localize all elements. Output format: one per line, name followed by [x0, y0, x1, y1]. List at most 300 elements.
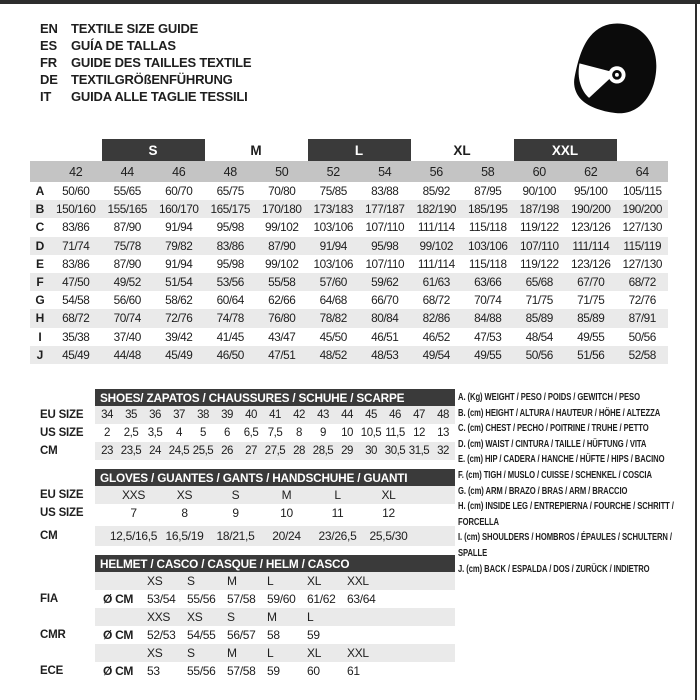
gloves-size-value: XS — [176, 488, 193, 502]
size-row-f — [30, 273, 668, 291]
numeric-size: 58 — [481, 164, 495, 179]
helmet-size-row-fia — [95, 572, 455, 590]
gloves-size-value: 12 — [382, 506, 395, 520]
helmet-size-value: 52/53 — [147, 628, 176, 642]
gloves-cm-label: CM — [40, 530, 58, 542]
helmet-size-value: 55/56 — [187, 592, 216, 606]
gloves-size-value: S — [231, 488, 240, 502]
size-value: 85/92 — [422, 184, 450, 199]
shoes-size-value: 2 — [104, 427, 110, 439]
helmet-size-label: L — [307, 610, 314, 624]
size-value: 90/100 — [522, 184, 556, 199]
size-value: 45/49 — [62, 347, 90, 362]
top-border — [0, 0, 700, 4]
gloves-row-eu — [95, 486, 455, 504]
shoes-size-value: 10,5 — [360, 427, 382, 439]
size-value: 95/98 — [371, 238, 399, 253]
gloves-size-value: XXS — [121, 488, 146, 502]
legend-item: C. (cm) CHEST / PECHO / POITRINE / TRUHE / PETTO — [458, 423, 649, 435]
shoes-size-value: 32 — [437, 445, 449, 457]
shoes-size-value: 28,5 — [312, 445, 334, 457]
shoes-size-value: 35 — [125, 409, 137, 421]
size-value: 105/115 — [622, 184, 662, 199]
language-title: GUIDE DES TAILLES TEXTILE — [71, 55, 252, 70]
gloves-size-value: 11 — [331, 506, 344, 520]
shoes-size-value: 6 — [224, 427, 230, 439]
size-value: 71/75 — [577, 293, 605, 308]
size-value: 103/106 — [468, 238, 508, 253]
size-value: 49/54 — [422, 347, 450, 362]
gloves-title-bar: GLOVES / GUANTES / GANTS / HANDSCHUHE / GUANTI — [95, 469, 455, 486]
shoes-eu-size-label: EU SIZE — [40, 409, 84, 421]
shoes-size-value: 27 — [245, 445, 257, 457]
size-value: 48/53 — [371, 347, 399, 362]
numeric-size: 50 — [275, 164, 289, 179]
size-value: 83/86 — [62, 220, 90, 235]
numeric-size: 64 — [635, 164, 649, 179]
right-border — [695, 4, 697, 700]
size-value: 83/86 — [216, 238, 244, 253]
shoes-size-value: 26 — [221, 445, 233, 457]
shoes-size-value: 6,5 — [243, 427, 259, 439]
language-row — [40, 71, 251, 88]
helmet-size-label: S — [187, 574, 195, 588]
size-value: 71/74 — [62, 238, 90, 253]
cmr-standard-label: CMR — [40, 629, 66, 641]
language-code: ES — [40, 38, 57, 53]
size-value: 85/89 — [577, 311, 605, 326]
size-value: 95/100 — [574, 184, 608, 199]
size-value: 52/58 — [628, 347, 656, 362]
size-value: 107/110 — [519, 238, 559, 253]
shoes-size-value: 36 — [149, 409, 161, 421]
shoes-size-value: 7,5 — [267, 427, 283, 439]
numeric-size: 44 — [120, 164, 134, 179]
gloves-us-size-label: US SIZE — [40, 507, 84, 519]
shoes-size-value: 31,5 — [408, 445, 430, 457]
shoes-cm-label: CM — [40, 445, 58, 457]
measurement-row-label: J — [36, 347, 44, 362]
shoes-size-value: 28 — [293, 445, 305, 457]
legend-item: B. (cm) HEIGHT / ALTURA / HAUTEUR / HÖHE / ALTEZZA — [458, 407, 661, 419]
size-row-i — [30, 328, 668, 346]
language-row — [40, 54, 251, 71]
size-group-m: M — [250, 142, 262, 158]
numeric-size: 54 — [378, 164, 392, 179]
size-row-b — [30, 200, 668, 218]
helmet-size-value: 59 — [307, 628, 320, 642]
size-value: 43/47 — [268, 329, 296, 344]
language-list — [40, 20, 251, 105]
shoes-size-value: 44 — [341, 409, 353, 421]
helmet-size-row-cmr — [95, 608, 455, 626]
helmet-size-value: 61 — [347, 664, 360, 678]
size-value: 99/102 — [265, 220, 299, 235]
size-value: 78/82 — [319, 311, 347, 326]
shoes-row-eu — [95, 406, 455, 424]
size-value: 49/55 — [577, 329, 605, 344]
measurement-legend — [458, 390, 692, 577]
shoes-size-value: 29 — [341, 445, 353, 457]
helmet-size-value: 57/58 — [227, 664, 256, 678]
size-value: 54/58 — [62, 293, 90, 308]
size-value: 103/106 — [313, 256, 353, 271]
helmet-size-label: S — [227, 610, 235, 624]
size-value: 53/56 — [216, 275, 244, 290]
language-title: TEXTILE SIZE GUIDE — [71, 21, 199, 36]
size-value: 45/49 — [165, 347, 193, 362]
helmet-size-value: 55/56 — [187, 664, 216, 678]
shoes-size-value: 24 — [149, 445, 161, 457]
helmet-size-label: XL — [307, 574, 322, 588]
helmet-value-row-cmr — [95, 626, 455, 644]
shoes-size-value: 27,5 — [264, 445, 286, 457]
size-value: 75/78 — [113, 238, 141, 253]
size-row-a — [30, 182, 668, 200]
size-value: 65/68 — [525, 275, 553, 290]
size-value: 91/94 — [319, 238, 347, 253]
size-value: 62/66 — [268, 293, 296, 308]
gloves-size-value: XL — [381, 488, 396, 502]
shoes-table — [95, 389, 455, 460]
shoes-rows — [95, 406, 455, 460]
size-value: 155/165 — [107, 202, 147, 217]
size-value: 49/52 — [113, 275, 141, 290]
size-value: 58/62 — [165, 293, 193, 308]
legend-item: G. (cm) ARM / BRAZO / BRAS / ARM / BRACCIO — [458, 485, 628, 497]
size-value: 123/126 — [571, 256, 611, 271]
size-value: 165/175 — [210, 202, 250, 217]
size-value: 185/195 — [468, 202, 508, 217]
size-value: 44/48 — [113, 347, 141, 362]
size-value: 111/114 — [417, 220, 455, 235]
shoes-size-value: 39 — [221, 409, 233, 421]
gloves-row-cm — [95, 526, 455, 546]
measurement-row-label: D — [35, 238, 45, 253]
gloves-eu-size-label: EU SIZE — [40, 489, 84, 501]
helmet-size-table — [95, 555, 455, 680]
size-value: 170/180 — [262, 202, 302, 217]
shoes-size-value: 47 — [413, 409, 425, 421]
shoes-size-value: 9 — [320, 427, 326, 439]
size-row-g — [30, 291, 668, 309]
shoes-size-value: 23,5 — [120, 445, 142, 457]
shoes-size-value: 10 — [341, 427, 353, 439]
size-value: 71/75 — [525, 293, 553, 308]
gloves-size-value: 25,5/30 — [369, 529, 408, 543]
size-value: 95/98 — [216, 220, 244, 235]
gloves-size-value: L — [334, 488, 341, 502]
legend-item: J. (cm) BACK / ESPALDA / DOS / ZURÜCK / INDIETRO — [458, 563, 650, 575]
size-value: 115/119 — [623, 238, 662, 253]
shoes-size-value: 30 — [365, 445, 377, 457]
shoes-size-value: 37 — [173, 409, 185, 421]
size-value: 82/86 — [422, 311, 450, 326]
gloves-size-value: 23/26,5 — [318, 529, 357, 543]
helmet-value-row-ece — [95, 662, 455, 680]
measurement-row-label: E — [35, 256, 44, 271]
measurement-row-label: F — [36, 275, 44, 290]
shoes-size-value: 34 — [101, 409, 113, 421]
shoes-size-value: 13 — [437, 427, 449, 439]
size-value: 59/62 — [371, 275, 399, 290]
language-row — [40, 20, 251, 37]
helmet-title-bar: HELMET / CASCO / CASQUE / HELM / CASCO — [95, 555, 455, 572]
helmet-size-value: 59/60 — [267, 592, 296, 606]
size-value: 75/85 — [319, 184, 347, 199]
ece-standard-label: ECE — [40, 665, 64, 677]
size-group-xxl: XXL — [514, 139, 617, 161]
size-value: 76/80 — [268, 311, 296, 326]
size-value: 46/52 — [422, 329, 450, 344]
language-code: IT — [40, 89, 52, 104]
size-value: 107/110 — [365, 256, 405, 271]
size-row-h — [30, 309, 668, 327]
gloves-size-value: 7 — [130, 506, 137, 520]
size-value: 46/51 — [371, 329, 399, 344]
size-value: 87/90 — [268, 238, 296, 253]
shoes-size-value: 46 — [389, 409, 401, 421]
size-value: 111/114 — [572, 238, 610, 253]
size-group-row — [30, 139, 668, 161]
numeric-size: 56 — [429, 164, 443, 179]
legend-item: A. (Kg) WEIGHT / PESO / POIDS / GEWITCH / PESO — [458, 392, 640, 403]
helmet-size-value: 56/57 — [227, 628, 256, 642]
helmet-value-row-fia — [95, 590, 455, 608]
gloves-size-value: 9 — [232, 506, 239, 520]
helmet-rows — [95, 572, 455, 680]
size-value: 68/72 — [422, 293, 450, 308]
helmet-size-label: S — [187, 646, 195, 660]
shoes-size-value: 30,5 — [384, 445, 406, 457]
size-table-body — [30, 182, 668, 364]
helmet-size-value: 58 — [267, 628, 280, 642]
size-value: 87/95 — [474, 184, 502, 199]
language-code: EN — [40, 21, 58, 36]
size-value: 190/200 — [571, 202, 611, 217]
language-title: GUIDA ALLE TAGLIE TESSILI — [71, 89, 248, 104]
size-value: 177/187 — [365, 202, 405, 217]
diameter-cm-label: Ø CM — [103, 592, 134, 606]
size-value: 72/76 — [628, 293, 656, 308]
numeric-size: 62 — [584, 164, 598, 179]
shoes-size-value: 2,5 — [123, 427, 139, 439]
helmet-size-value: 53 — [147, 664, 160, 678]
group-spacer-left — [30, 139, 102, 161]
shoes-size-value: 5 — [200, 427, 206, 439]
shoes-row-cm — [95, 442, 455, 460]
language-code: DE — [40, 72, 58, 87]
shoes-size-value: 25,5 — [192, 445, 214, 457]
size-value: 64/68 — [319, 293, 347, 308]
language-title: GUÍA DE TALLAS — [71, 38, 176, 53]
measurement-row-label: I — [38, 329, 42, 344]
helmet-size-label: L — [267, 574, 274, 588]
shoes-size-value: 43 — [317, 409, 329, 421]
legend-item: H. (cm) INSIDE LEG / ENTREPIERNA / FOURCHE / SCHRITT / FORCELLA — [458, 501, 674, 528]
helmet-size-value: 60 — [307, 664, 320, 678]
helmet-size-label: L — [267, 646, 274, 660]
helmet-size-label: XL — [307, 646, 322, 660]
measurement-row-label: G — [35, 293, 45, 308]
size-value: 45/50 — [319, 329, 347, 344]
size-value: 39/42 — [165, 329, 193, 344]
language-title: TEXTILGRÖßENFÜHRUNG — [71, 72, 233, 87]
helmet-size-label: M — [267, 610, 277, 624]
size-row-e — [30, 255, 668, 273]
size-value: 48/52 — [319, 347, 347, 362]
fia-standard-label: FIA — [40, 593, 58, 605]
numeric-size-row — [30, 161, 668, 182]
size-value: 91/94 — [165, 220, 193, 235]
size-value: 87/90 — [113, 256, 141, 271]
shoes-title-bar: SHOES/ ZAPATOS / CHAUSSURES / SCHUHE / SCARPE — [95, 389, 455, 406]
diameter-cm-label: Ø CM — [103, 664, 134, 678]
size-value: 99/102 — [265, 256, 299, 271]
size-value: 37/40 — [113, 329, 141, 344]
size-value: 83/88 — [371, 184, 399, 199]
diameter-cm-label: Ø CM — [103, 628, 134, 642]
shoes-size-value: 48 — [437, 409, 449, 421]
size-value: 46/50 — [216, 347, 244, 362]
measurement-row-label: C — [35, 220, 45, 235]
measurement-row-label: H — [35, 311, 45, 326]
gloves-table — [95, 469, 455, 546]
helmet-size-label: XS — [187, 610, 203, 624]
size-value: 55/58 — [268, 275, 296, 290]
size-value: 127/130 — [622, 220, 662, 235]
size-row-d — [30, 237, 668, 255]
numeric-size: 46 — [172, 164, 186, 179]
shoes-size-value: 23 — [101, 445, 113, 457]
size-value: 51/56 — [577, 347, 605, 362]
size-value: 61/63 — [422, 275, 450, 290]
numeric-size: 42 — [69, 164, 83, 179]
size-value: 80/84 — [371, 311, 399, 326]
numeric-size: 48 — [223, 164, 237, 179]
gloves-size-value: 16,5/19 — [165, 529, 204, 543]
size-value: 47/53 — [474, 329, 502, 344]
size-value: 87/91 — [628, 311, 656, 326]
size-value: 111/114 — [417, 256, 455, 271]
helmet-size-value: 59 — [267, 664, 280, 678]
helmet-size-value: 61/62 — [307, 592, 336, 606]
size-value: 72/76 — [165, 311, 193, 326]
size-value: 107/110 — [365, 220, 405, 235]
size-value: 50/56 — [628, 329, 656, 344]
size-value: 84/88 — [474, 311, 502, 326]
helmet-size-value: 63/64 — [347, 592, 376, 606]
size-value: 95/98 — [216, 256, 244, 271]
legend-item: I. (cm) SHOULDERS / HOMBROS / ÉPAULES / SCHULTERN / SPALLE — [458, 532, 672, 559]
gloves-row-us — [95, 504, 455, 522]
legend-item: D. (cm) WAIST / CINTURA / TAILLE / HÜFTUNG / VITA — [458, 438, 647, 450]
size-group-s: S — [102, 139, 205, 161]
size-value: 119/122 — [519, 256, 559, 271]
gloves-size-value: 20/24 — [272, 529, 301, 543]
helmet-size-value: 54/55 — [187, 628, 216, 642]
size-value: 55/65 — [113, 184, 141, 199]
size-value: 63/66 — [474, 275, 502, 290]
size-value: 115/118 — [468, 220, 507, 235]
size-row-c — [30, 218, 668, 236]
helmet-size-value: 57/58 — [227, 592, 256, 606]
size-value: 35/38 — [62, 329, 90, 344]
shoes-size-value: 40 — [245, 409, 257, 421]
language-code: FR — [40, 55, 57, 70]
size-value: 47/51 — [268, 347, 296, 362]
helmet-size-label: XS — [147, 646, 163, 660]
measurement-row-label: A — [35, 184, 45, 199]
size-value: 68/72 — [628, 275, 656, 290]
size-value: 50/60 — [62, 184, 90, 199]
size-value: 65/75 — [216, 184, 244, 199]
size-value: 99/102 — [419, 238, 453, 253]
helmet-size-label: M — [227, 574, 237, 588]
helmet-size-label: XXS — [147, 610, 171, 624]
size-value: 160/170 — [159, 202, 199, 217]
gloves-size-value: 8 — [181, 506, 188, 520]
shoes-size-value: 8 — [296, 427, 302, 439]
size-value: 51/54 — [165, 275, 193, 290]
language-row — [40, 88, 251, 105]
textile-size-table — [30, 139, 668, 364]
shoes-size-value: 12 — [413, 427, 425, 439]
size-value: 47/50 — [62, 275, 90, 290]
size-value: 60/70 — [165, 184, 193, 199]
shoes-size-value: 3,5 — [147, 427, 163, 439]
size-value: 173/183 — [313, 202, 353, 217]
size-value: 83/86 — [62, 256, 90, 271]
size-value: 74/78 — [216, 311, 244, 326]
shoes-size-value: 41 — [269, 409, 281, 421]
size-value: 103/106 — [313, 220, 353, 235]
shoes-size-value: 45 — [365, 409, 377, 421]
numeric-size: 60 — [532, 164, 546, 179]
helmet-size-row-ece — [95, 644, 455, 662]
size-value: 50/56 — [525, 347, 553, 362]
legend-item: F. (cm) TIGH / MUSLO / CUISSE / SCHENKEL / COSCIA — [458, 469, 652, 481]
size-value: 57/60 — [319, 275, 347, 290]
shoes-size-value: 42 — [293, 409, 305, 421]
size-group-l: L — [308, 139, 411, 161]
legend-item: E. (cm) HIP / CADERA / HANCHE / HÜFTE / HIPS / BACINO — [458, 454, 665, 466]
helmet-size-label: XXL — [347, 646, 369, 660]
helmet-size-label: XXL — [347, 574, 369, 588]
size-value: 85/89 — [525, 311, 553, 326]
size-value: 70/74 — [474, 293, 502, 308]
size-value: 182/190 — [416, 202, 456, 217]
size-value: 119/122 — [519, 220, 559, 235]
size-value: 87/90 — [113, 220, 141, 235]
shoes-size-value: 38 — [197, 409, 209, 421]
size-value: 79/82 — [165, 238, 193, 253]
size-value: 68/72 — [62, 311, 90, 326]
gloves-size-value: 10 — [280, 506, 293, 520]
shoes-row-us — [95, 424, 455, 442]
numeric-size: 52 — [326, 164, 340, 179]
helmet-size-value: 53/54 — [147, 592, 176, 606]
helmet-size-label: XS — [147, 574, 163, 588]
shoes-size-value: 4 — [176, 427, 182, 439]
size-value: 70/80 — [268, 184, 296, 199]
gloves-size-value: M — [281, 488, 292, 502]
helmet-size-label: M — [227, 646, 237, 660]
size-value: 70/74 — [113, 311, 141, 326]
measurement-row-label: B — [35, 202, 45, 217]
size-row-j — [30, 346, 668, 364]
helmet-icon — [567, 20, 663, 122]
